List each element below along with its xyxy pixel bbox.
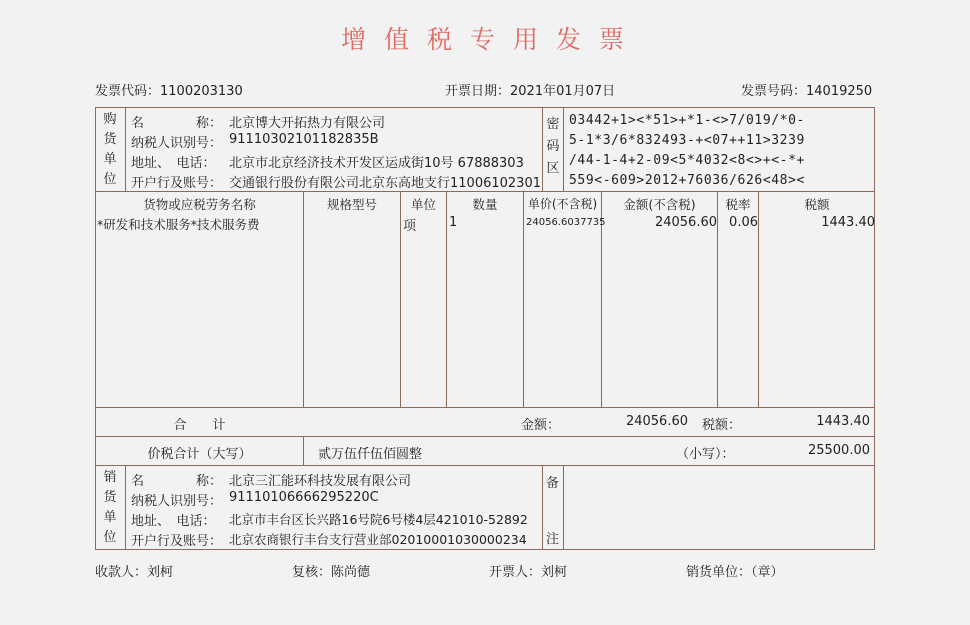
buyer-address-label: 地址、 电话： xyxy=(131,156,216,171)
buyer-bank-label: 开户行及账号： xyxy=(131,176,223,191)
issuer-label: 开票人： xyxy=(489,565,542,580)
seller-address-label: 地址、 电话： xyxy=(131,514,216,529)
cipher-line: /44-1-4+2-09<5*4032<8<>+<-*+ xyxy=(569,153,805,168)
totals-amount-label: 金额： xyxy=(521,418,561,433)
totals-label: 合 计 xyxy=(173,418,226,433)
item-unit: 项 xyxy=(403,219,417,234)
grand-total-label: 价税合计（大写） xyxy=(147,447,252,462)
buyer-address: 北京市北京经济技术开发区运成街10号 67888303 xyxy=(229,156,524,171)
seller-tax-id: 91110106666295220C xyxy=(229,490,379,505)
col-header-price: 单价(不含税) xyxy=(527,197,598,211)
buyer-tax-label: 纳税人识别号： xyxy=(131,136,223,151)
item-name: *研发和技术服务*技术服务费 xyxy=(97,217,260,232)
reviewer-value: 陈尚德 xyxy=(331,565,371,580)
invoice-code xyxy=(95,80,243,99)
invoice-code-label: 发票代码： xyxy=(95,84,161,99)
item-tax: 1443.40 xyxy=(821,215,875,230)
footer-reviewer xyxy=(292,561,370,580)
invoice-number xyxy=(741,80,872,99)
invoice-date-label: 开票日期： xyxy=(445,84,511,99)
buyer-bank: 交通银行股份有限公司北京东高地支行11006102301 xyxy=(229,176,541,191)
col-header-rate: 税率 xyxy=(725,197,751,212)
seller-tax-label: 纳税人识别号： xyxy=(131,494,223,509)
cipher-line: 559<-609>2012+76036/626<48>< xyxy=(569,173,805,188)
grand-total-small: 25500.00 xyxy=(807,443,870,458)
issuer-value: 刘柯 xyxy=(541,565,568,580)
footer-issuer xyxy=(489,561,567,580)
seller-bank: 北京农商银行丰台支行营业部02010001030000234 xyxy=(229,532,527,547)
seller-bank-label: 开户行及账号： xyxy=(131,534,223,549)
col-header-unit: 单位 xyxy=(410,197,436,212)
invoice-date xyxy=(445,80,615,99)
col-header-qty: 数量 xyxy=(472,197,498,212)
item-price: 24056.6037735 xyxy=(526,217,606,228)
payee-label: 收款人： xyxy=(95,565,148,580)
col-header-tax: 税额 xyxy=(804,197,830,212)
grand-total-small-label: （小写）： xyxy=(676,447,735,462)
cipher-line: 03442+1><*51>+*1-<>7/019/*0- xyxy=(569,113,805,128)
seller-name-label: 名 称： xyxy=(131,474,223,489)
invoice-title: 增 值 税 专 用 发 票 xyxy=(341,25,629,54)
col-header-spec: 规格型号 xyxy=(326,197,377,212)
buyer-name: 北京博大开拓热力有限公司 xyxy=(229,116,386,131)
item-qty: 1 xyxy=(449,215,458,230)
totals-tax: 1443.40 xyxy=(816,414,870,429)
invoice-number-value: 14019250 xyxy=(806,84,873,99)
payee-value: 刘柯 xyxy=(147,565,174,580)
totals-tax-label: 税额： xyxy=(702,418,742,433)
invoice-date-value: 2021年01月07日 xyxy=(510,84,616,99)
col-header-amount: 金额(不含税) xyxy=(623,197,696,212)
seller-side-label: 销 货 单 位 xyxy=(103,470,117,545)
item-amount: 24056.60 xyxy=(654,215,717,230)
cipher-side-label: 密 码 区 xyxy=(546,117,560,176)
grand-total-words: 贰万伍仟伍佰圆整 xyxy=(318,447,423,462)
invoice-code-value: 1100203130 xyxy=(160,84,243,99)
col-header-name: 货物或应税劳务名称 xyxy=(143,197,256,212)
reviewer-label: 复核： xyxy=(292,565,332,580)
remarks-label-1: 备 xyxy=(546,476,560,491)
cipher-line: 5-1*3/6*832493-+<07++11>3239 xyxy=(569,133,805,148)
footer-payee xyxy=(95,561,173,580)
buyer-side-label: 购 货 单 位 xyxy=(103,112,117,187)
totals-amount: 24056.60 xyxy=(625,414,688,429)
seller-name: 北京三汇能环科技发展有限公司 xyxy=(229,474,412,489)
invoice-number-label: 发票号码： xyxy=(741,84,807,99)
footer-seller-seal: 销货单位：（章） xyxy=(686,565,784,580)
buyer-name-label: 名 称： xyxy=(131,116,223,131)
buyer-tax-id: 91110302101182835B xyxy=(229,132,379,147)
remarks-label-2: 注 xyxy=(546,532,560,547)
seller-address: 北京市丰台区长兴路16号院6号楼4层421010-52892 xyxy=(229,512,528,527)
item-rate: 0.06 xyxy=(729,215,758,230)
